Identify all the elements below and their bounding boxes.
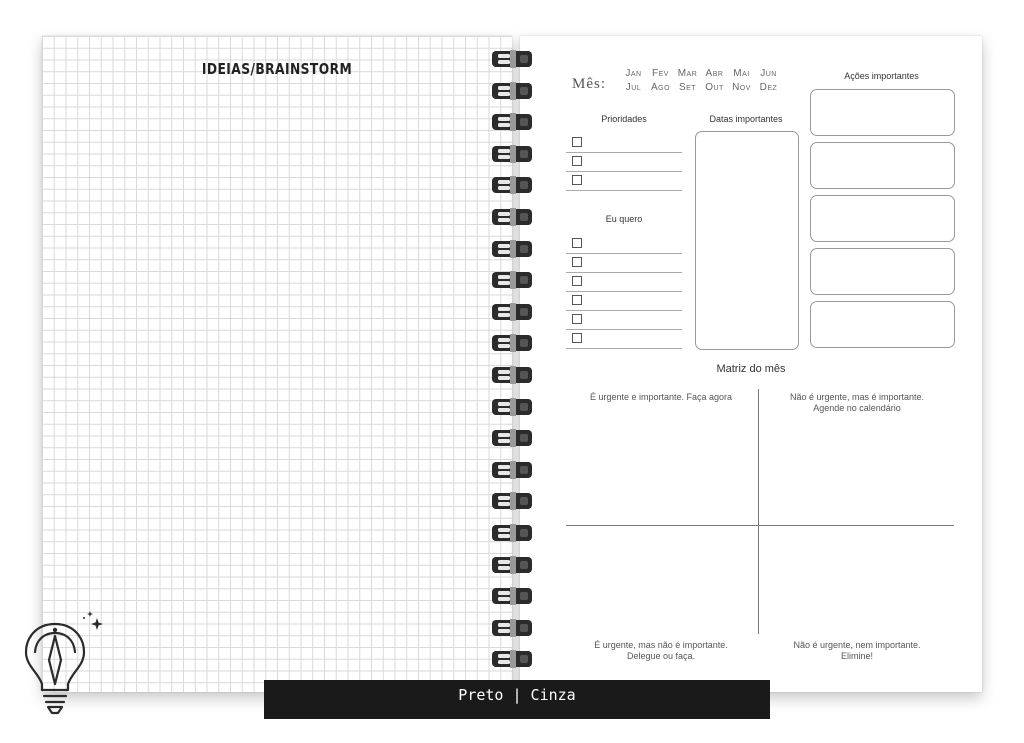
spiral-ring — [490, 396, 534, 418]
quadrant-text-line: Agende no calendário — [813, 403, 901, 413]
matrix-title: Matriz do mês — [716, 363, 786, 375]
eu-quero-item[interactable] — [566, 292, 682, 311]
spiral-ring — [490, 427, 534, 449]
acao-box[interactable] — [810, 195, 955, 242]
spiral-ring — [490, 490, 534, 512]
spiral-ring — [490, 269, 534, 291]
spiral-ring — [490, 364, 534, 386]
matrix-divider-horizontal — [566, 525, 954, 526]
checkbox-icon[interactable] — [572, 175, 582, 185]
month-selector — [620, 67, 790, 95]
checkbox-icon[interactable] — [572, 276, 582, 286]
sparkle-icon — [82, 610, 104, 636]
left-page-title: IDEIAS/BRAINSTORM — [201, 60, 353, 78]
spiral-ring — [490, 48, 534, 70]
spiral-binding — [490, 44, 536, 684]
month-option[interactable]: Nov — [732, 82, 751, 93]
eu-quero-title: Eu quero — [605, 214, 643, 224]
prioridade-item[interactable] — [566, 134, 682, 153]
checkbox-icon[interactable] — [572, 333, 582, 343]
month-option[interactable]: Fev — [652, 68, 669, 79]
checkbox-icon[interactable] — [572, 137, 582, 147]
spiral-ring — [490, 143, 534, 165]
checkbox-icon[interactable] — [572, 238, 582, 248]
quadrant-urgent-important: É urgente e importante. Faça agora — [589, 392, 733, 402]
eu-quero-item[interactable] — [566, 235, 682, 254]
spiral-ring — [490, 111, 534, 133]
eu-quero-item[interactable] — [566, 273, 682, 292]
month-option[interactable]: Dez — [759, 82, 778, 93]
acao-box[interactable] — [810, 142, 955, 189]
spiral-ring — [490, 459, 534, 481]
month-option[interactable]: Set — [678, 82, 697, 93]
checkbox-icon[interactable] — [572, 156, 582, 166]
spiral-ring — [490, 617, 534, 639]
spiral-ring — [490, 585, 534, 607]
spiral-ring — [490, 238, 534, 260]
quadrant-text-line: Não é urgente, mas é importante. — [789, 392, 925, 402]
checkbox-icon[interactable] — [572, 257, 582, 267]
prioridades-title: Prioridades — [601, 114, 647, 124]
acao-box[interactable] — [810, 89, 955, 136]
months-row-1 — [620, 67, 790, 81]
month-label: Mês: — [572, 76, 606, 92]
checkbox-icon[interactable] — [572, 314, 582, 324]
matrix-divider-vertical — [758, 389, 759, 634]
month-option[interactable]: Ago — [650, 82, 671, 93]
month-option[interactable]: Jul — [625, 82, 642, 93]
spiral-ring — [490, 80, 534, 102]
prioridade-item[interactable] — [566, 153, 682, 172]
quadrant-text-line: É urgente, mas não é importante. — [594, 640, 728, 650]
quadrant-text-line: Elimine! — [840, 651, 873, 661]
spiral-ring — [490, 206, 534, 228]
prioridade-item[interactable] — [566, 172, 682, 191]
color-banner: Preto | Cinza — [264, 680, 770, 719]
quadrant-not-urgent-not-important — [760, 640, 954, 662]
quadrant-urgent-not-important — [566, 640, 756, 662]
month-option[interactable]: Out — [705, 82, 724, 93]
spiral-ring — [490, 648, 534, 670]
lightbulb-icon — [18, 608, 92, 720]
acao-box[interactable] — [810, 301, 955, 348]
eu-quero-item[interactable] — [566, 311, 682, 330]
eu-quero-item[interactable] — [566, 254, 682, 273]
months-row-2 — [620, 81, 790, 95]
quadrant-not-urgent-important — [760, 392, 954, 414]
spiral-ring — [490, 554, 534, 576]
spiral-ring — [490, 522, 534, 544]
quadrant-text-line: Delegue ou faça. — [626, 651, 696, 661]
right-page-planner — [520, 36, 982, 692]
quadrant-text-line: Não é urgente, nem importante. — [793, 640, 921, 650]
datas-title: Datas importantes — [709, 114, 783, 124]
acao-box[interactable] — [810, 248, 955, 295]
acoes-title: Ações importantes — [844, 71, 919, 81]
eu-quero-item[interactable] — [566, 330, 682, 349]
spiral-ring — [490, 174, 534, 196]
month-option[interactable]: Jan — [625, 68, 642, 79]
datas-importantes-box[interactable] — [695, 131, 799, 350]
month-option[interactable]: Jun — [760, 68, 777, 79]
checkbox-icon[interactable] — [572, 295, 582, 305]
month-option[interactable]: Mar — [677, 68, 698, 79]
left-page-grid — [42, 36, 512, 692]
spiral-ring — [490, 301, 534, 323]
month-option[interactable]: Abr — [705, 68, 724, 79]
spiral-ring — [490, 332, 534, 354]
month-option[interactable]: Mai — [733, 68, 750, 79]
